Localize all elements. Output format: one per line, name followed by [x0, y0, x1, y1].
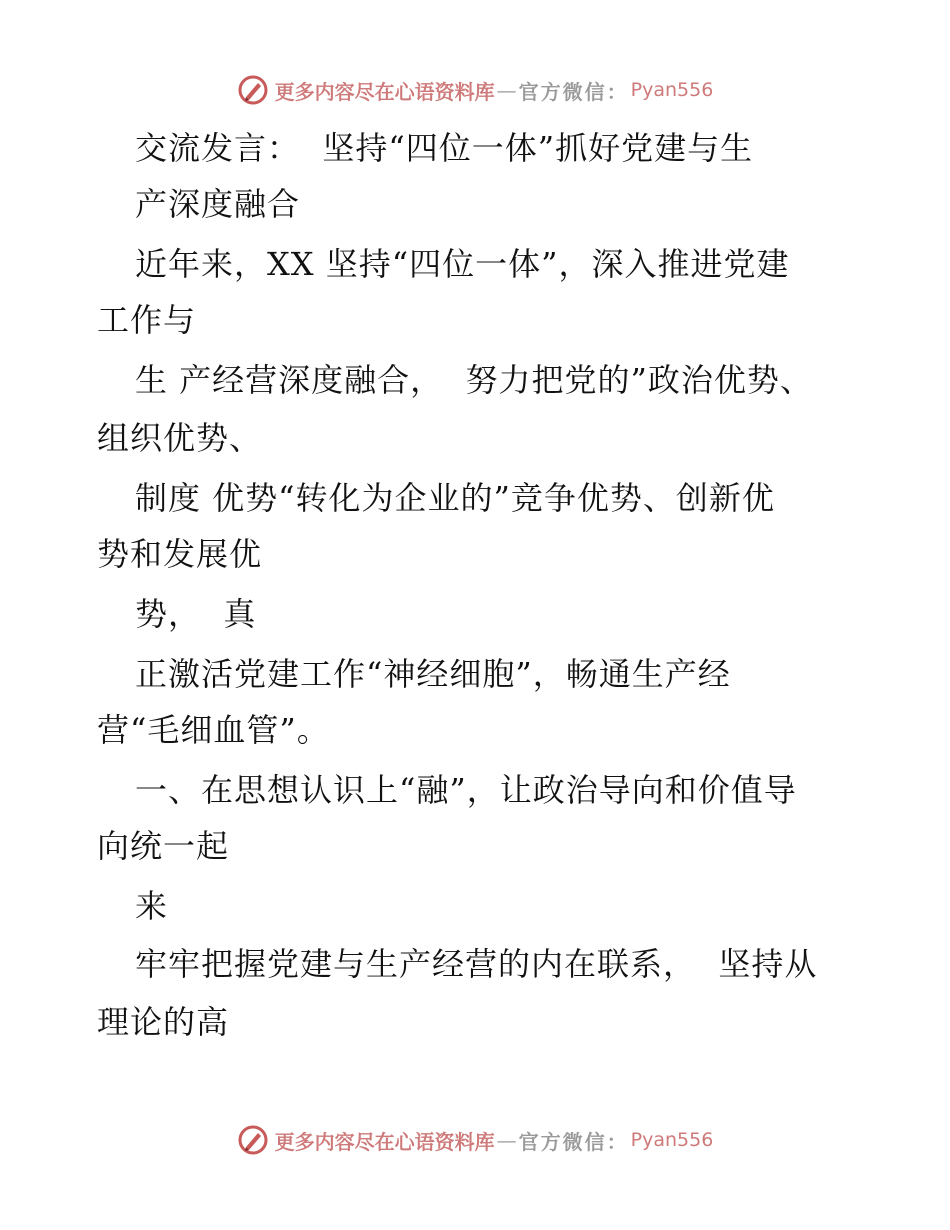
banner-wechat-account: Pyan556	[630, 79, 714, 101]
banner-main-text: 更多内容尽在心语资料库	[274, 1129, 495, 1154]
paragraph-line: 势和发展优	[97, 535, 263, 573]
banner-wechat-label: 官方微信：	[518, 1129, 629, 1154]
section-heading-line: 一、在思想认识上“融”，让政治导向和价值导	[135, 771, 797, 809]
section-heading-line: 向统一起	[97, 827, 230, 865]
paragraph-line: 牢牢把握党建与生产经营的内在联系， 坚持从	[135, 945, 818, 983]
paragraph-line: 营“毛细血管”。	[97, 711, 330, 749]
paragraph-line: 生 产经营深度融合， 努力把党的”政治优势、	[135, 361, 813, 399]
title-line-2: 产深度融合	[135, 185, 301, 223]
banner-dash: —	[496, 78, 517, 102]
paragraph-line: 近年来，XX 坚持“四位一体”，深入推进党建	[135, 245, 790, 283]
pen-logo-icon	[237, 1124, 269, 1156]
paragraph-line: 制度 优势“转化为企业的”竞争优势、创新优	[135, 479, 775, 517]
section-heading-line: 来	[135, 887, 169, 925]
footer-watermark-banner	[0, 1120, 950, 1160]
pen-logo-icon	[237, 74, 269, 106]
banner-wechat-label: 官方微信：	[518, 79, 629, 104]
paragraph-line: 理论的高	[97, 1003, 230, 1041]
paragraph-line: 势， 真	[135, 595, 257, 633]
paragraph-line: 工作与	[97, 301, 197, 339]
banner-main-text: 更多内容尽在心语资料库	[274, 79, 495, 104]
paragraph-line: 正激活党建工作“神经细胞”，畅通生产经	[135, 655, 731, 693]
title-line-1: 交流发言： 坚持“四位一体”抓好党建与生	[135, 129, 754, 167]
paragraph-line: 组织优势、	[97, 419, 263, 457]
banner-dash: —	[496, 1128, 517, 1152]
banner-wechat-account: Pyan556	[630, 1129, 714, 1151]
header-watermark-banner	[0, 70, 950, 110]
